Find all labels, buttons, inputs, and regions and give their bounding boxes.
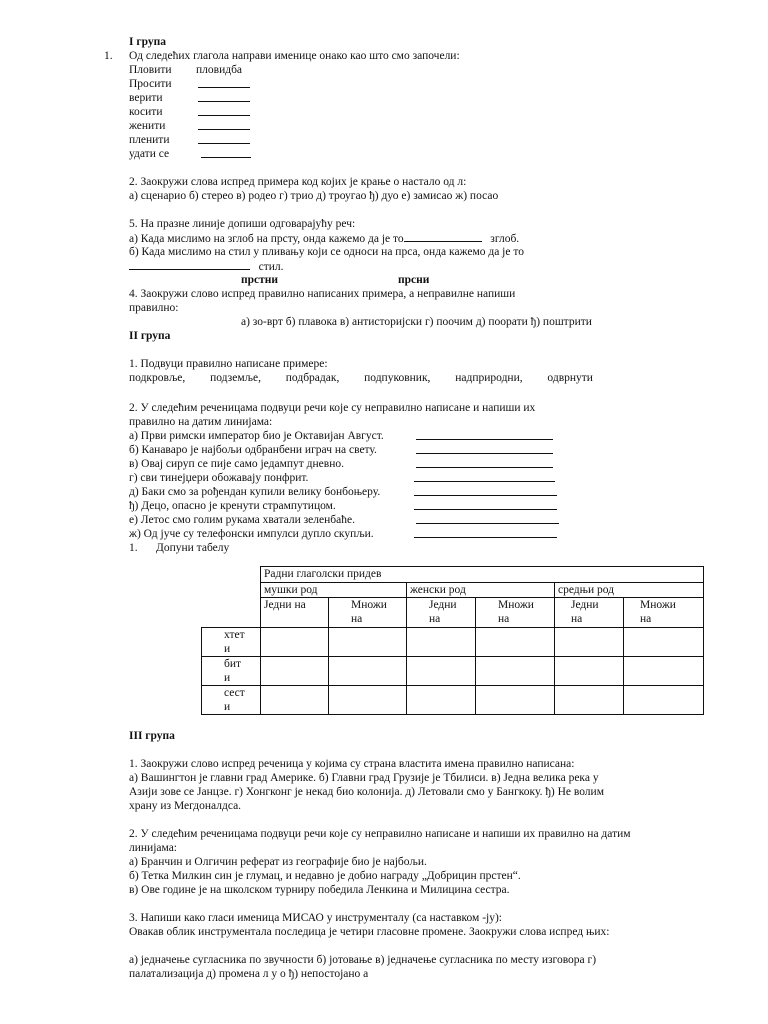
table-col-singular: Једни на bbox=[555, 598, 624, 628]
g1-q2-text: 2. Заокружи слова испред примера код којих је крање о настало од л: bbox=[129, 176, 467, 188]
table-col-singular: Једни на bbox=[261, 598, 329, 628]
table-gender-masculine: мушки род bbox=[261, 583, 407, 598]
g3-q2-text2: линијама: bbox=[129, 842, 177, 854]
g1-q1-answer-line[interactable] bbox=[201, 147, 251, 162]
g2-q1-word: подкровље, bbox=[129, 372, 186, 384]
g3-q3-text2: Овакав облик инструментала последица је четири гласовне промене. Заокружи слова испред њих: bbox=[129, 926, 610, 938]
table-cell[interactable] bbox=[407, 686, 476, 715]
g2-q2-sentence: е) Летос смо голим рукама хватали зеленбаће. bbox=[129, 514, 355, 526]
g1-q5-word2: прсни bbox=[398, 274, 430, 286]
g1-q1-verb: пленити bbox=[129, 134, 170, 146]
g1-q1-number: 1. bbox=[104, 50, 113, 62]
g2-q2-answer-line[interactable] bbox=[414, 499, 557, 514]
table-cell[interactable] bbox=[555, 686, 624, 715]
table-cell[interactable] bbox=[407, 657, 476, 686]
g2-q2-sentence: ђ) Децо, опасно је кренути стрампутицом. bbox=[129, 500, 336, 512]
g2-q2-answer-line[interactable] bbox=[414, 527, 557, 542]
g1-q5-b-line bbox=[129, 259, 284, 274]
g1-q5-text: 5. На празне линије допиши одговарајућу реч: bbox=[129, 218, 356, 230]
g2-q2-sentence: б) Канаваро је најбољи одбранбени играч на свету. bbox=[129, 444, 377, 456]
g3-q2-sentence: а) Бранчин и Олгичин реферат из географије био је најбољи. bbox=[129, 856, 427, 868]
g2-q2-sentence: г) сви тинејџери обожавају понфрит. bbox=[129, 472, 309, 484]
g2-q2-answer-line[interactable] bbox=[416, 513, 559, 528]
g1-q1-answer-line[interactable] bbox=[198, 133, 250, 148]
g3-q1-line3: храну из Мегдоналдса. bbox=[129, 800, 242, 812]
g1-q5-word1: прстни bbox=[241, 274, 279, 286]
g3-q2-sentence: б) Тетка Милкин син је глумац, и недавно је добио награду „Добрицин прстен“. bbox=[129, 870, 521, 882]
g3-q2-text: 2. У следећим реченицама подвуци речи које су неправилно написане и напиши их правилно на датим bbox=[129, 828, 631, 840]
g2-q1-word: подземље, bbox=[210, 372, 261, 384]
group3-title: III група bbox=[129, 730, 175, 742]
g2-q1-word: подбрадак, bbox=[285, 372, 340, 384]
g1-q1-answer-line[interactable] bbox=[198, 119, 250, 134]
table-cell[interactable] bbox=[407, 628, 476, 657]
g2-q2-answer-line[interactable] bbox=[416, 443, 553, 458]
g2-q1-word: надприродни, bbox=[455, 372, 523, 384]
g3-q2-sentence: в) Ове године је на школском турниру победила Ленкина и Милицина сестра. bbox=[129, 884, 510, 896]
g2-q2-text2: правилно на датим линијама: bbox=[129, 416, 273, 428]
g3-q3-line2: палатализација д) промена л у о ђ) непостојано а bbox=[129, 968, 369, 980]
g1-q5-b-end: стил. bbox=[258, 261, 284, 273]
g2-q2-sentence: в) Овај сируп се пије само једампут дневно. bbox=[129, 458, 344, 470]
g3-q3-line1: а) једначење сугласника по звучности б) јотовање в) једначење сугласника по месту изговора г) bbox=[129, 954, 597, 966]
g1-q5-b-answer-line[interactable] bbox=[129, 259, 250, 270]
g3-q1-text: 1. Заокружи слово испред реченица у којима су страна властита имена правилно написана: bbox=[129, 758, 575, 770]
g2-q2-text: 2. У следећим реченицама подвуци речи које су неправилно написане и напиши их bbox=[129, 402, 536, 414]
g2-q3-text: Допуни табелу bbox=[156, 542, 230, 554]
g2-q2-answer-line[interactable] bbox=[416, 457, 553, 472]
table-cell[interactable] bbox=[624, 686, 704, 715]
g1-q1-verb: косити bbox=[129, 106, 163, 118]
table-cell[interactable] bbox=[261, 657, 329, 686]
g2-q2-answer-line[interactable] bbox=[414, 471, 555, 486]
table-cell[interactable] bbox=[624, 628, 704, 657]
table-cell[interactable] bbox=[476, 657, 555, 686]
verb-adjective-table bbox=[201, 566, 704, 715]
g3-q3-text: 3. Напиши како гласи именица МИСАО у инструменталу (са наставком -ју): bbox=[129, 912, 502, 924]
g2-q2-answer-line[interactable] bbox=[414, 485, 557, 500]
g2-q2-sentence: а) Први римски император био је Октавијан Август. bbox=[129, 430, 384, 442]
g1-q1-verb: женити bbox=[129, 120, 166, 132]
table-row-label: сест и bbox=[202, 686, 261, 715]
table-gender-neuter: средњи род bbox=[555, 583, 704, 598]
g1-q1-verb: верити bbox=[129, 92, 163, 104]
g1-q5-b-text: б) Када мислимо на стил у пливању који се односи на прса, онда кажемо да је то bbox=[129, 246, 524, 258]
g2-q2-sentence: ж) Од јуче су телефонски импулси дупло скупљи. bbox=[129, 528, 374, 540]
table-row-label: бит и bbox=[202, 657, 261, 686]
table-cell[interactable] bbox=[261, 686, 329, 715]
g1-q4-text: 4. Заокружи слово испред правилно написаних примера, а неправилне напиши bbox=[129, 288, 516, 300]
g2-q2-sentence: д) Баки смо за рођендан купили велику бонбоњеру. bbox=[129, 486, 381, 498]
table-cell[interactable] bbox=[329, 686, 407, 715]
table-row-label: хтет и bbox=[202, 628, 261, 657]
g1-q4-options: а) зо-врт б) плавока в) антисторијски г) поочим д) поорати ђ) поштрити bbox=[241, 316, 592, 328]
g2-q3-number: 1. bbox=[129, 542, 138, 554]
g1-q5-a-text: а) Када мислимо на зглоб на прсту, онда кажемо да је то bbox=[129, 233, 404, 245]
table-header: Радни глаголски придев bbox=[261, 567, 704, 583]
g2-q2-answer-line[interactable] bbox=[416, 429, 553, 444]
g1-q1-example-verb: Пловити bbox=[129, 64, 172, 76]
g2-q1-words bbox=[129, 371, 593, 385]
table-col-plural: Множи на bbox=[624, 598, 704, 628]
group2-title: II група bbox=[129, 330, 171, 342]
g2-q1-word: одврнути bbox=[547, 372, 593, 384]
g3-q1-line2: Азији зове се Јанцзе. г) Хонгконг је некад био колонија. д) Летовали смо у Бангкоку. ђ) Не волим bbox=[129, 786, 604, 798]
g1-q5-a-answer-line[interactable] bbox=[404, 231, 482, 242]
table-cell[interactable] bbox=[624, 657, 704, 686]
g1-q1-text: Од следећих глагола направи именице онако као што смо започели: bbox=[129, 50, 460, 62]
g1-q1-example-noun: пловидба bbox=[196, 64, 243, 76]
group1-title: I група bbox=[129, 36, 166, 48]
g1-q1-verb: Просити bbox=[129, 78, 172, 90]
table-cell[interactable] bbox=[476, 628, 555, 657]
table-cell[interactable] bbox=[261, 628, 329, 657]
table-cell[interactable] bbox=[476, 686, 555, 715]
g1-q1-answer-line[interactable] bbox=[198, 105, 250, 120]
table-gender-feminine: женски род bbox=[407, 583, 555, 598]
table-col-plural: Множи на bbox=[476, 598, 555, 628]
g1-q5-a-end: зглоб. bbox=[490, 233, 520, 245]
g1-q5-a bbox=[129, 231, 519, 246]
g2-q1-word: подпуковник, bbox=[364, 372, 431, 384]
g1-q1-answer-line[interactable] bbox=[198, 77, 250, 92]
table-cell[interactable] bbox=[555, 657, 624, 686]
table-cell[interactable] bbox=[329, 628, 407, 657]
table-col-plural: Множи на bbox=[329, 598, 407, 628]
table-cell[interactable] bbox=[329, 657, 407, 686]
g2-q1-text: 1. Подвуци правилно написане примере: bbox=[129, 358, 328, 370]
g1-q1-verb: удати се bbox=[129, 148, 170, 160]
g1-q1-answer-line[interactable] bbox=[198, 91, 250, 106]
g1-q2-options: а) сценарио б) стерео в) родео г) трио д) троугао ђ) дуо е) замисао ж) посао bbox=[129, 190, 499, 202]
g3-q1-line1: а) Вашингтон је главни град Америке. б) Главни град Грузије је Тбилиси. в) Једна велика река у bbox=[129, 772, 599, 784]
g1-q4-text2: правилно: bbox=[129, 302, 179, 314]
table-cell[interactable] bbox=[555, 628, 624, 657]
table-col-singular: Једни на bbox=[407, 598, 476, 628]
